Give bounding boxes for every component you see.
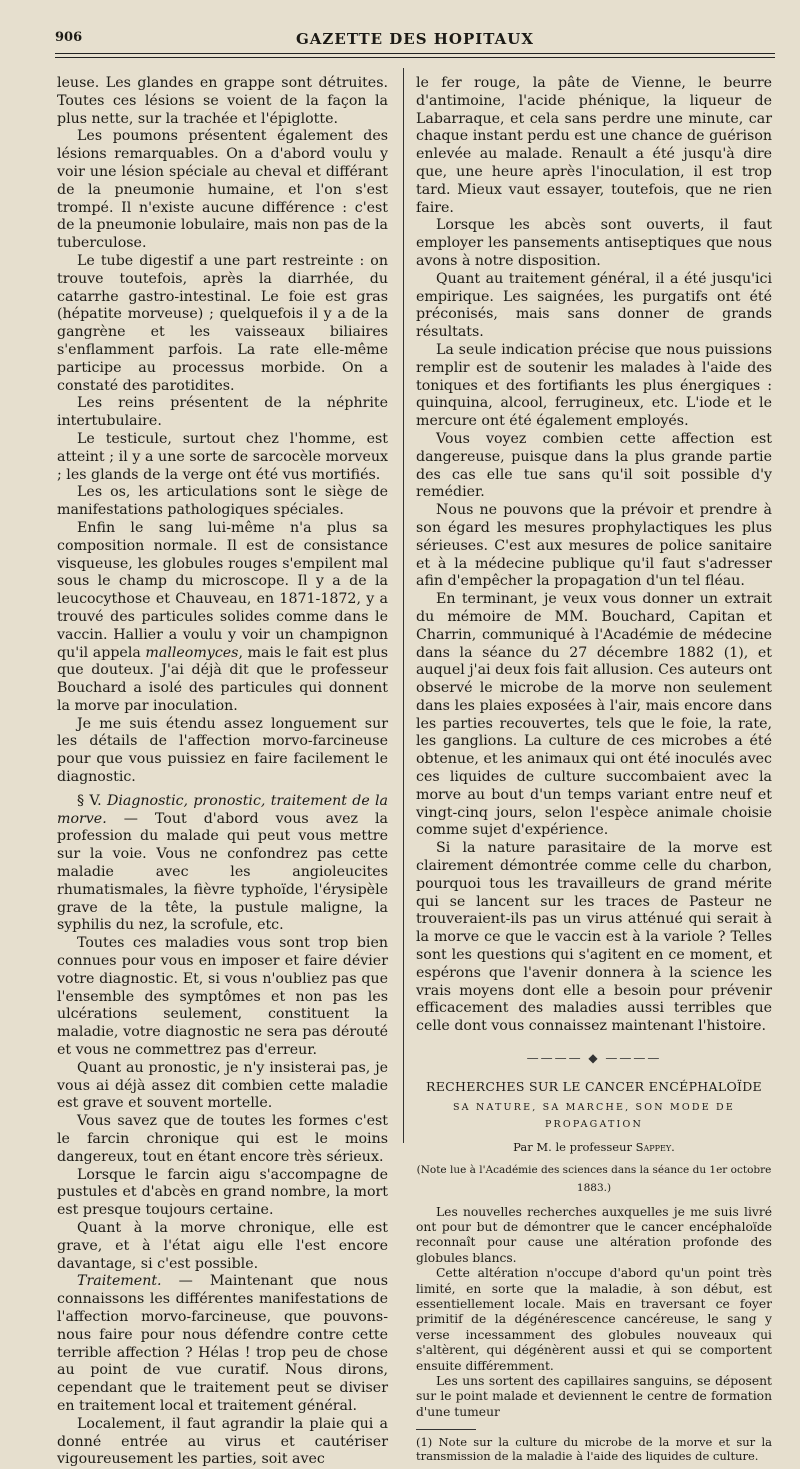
paragraph xyxy=(57,520,388,716)
paragraph: Vous savez que de toutes les formes c'est le farcin chronique qui est le moins dangereux, tout en étant encore très sérieux. xyxy=(57,1113,388,1165)
column-divider xyxy=(403,68,404,1143)
subsection-label: Traitement. xyxy=(77,1273,162,1290)
paragraph: Quant à la morve chronique, elle est grave, et à l'état aigu elle l'est encore davantage, si c'est possible. xyxy=(57,1220,388,1272)
article-note: (Note lue à l'Académie des sciences dans la séance du 1er octobre 1883.) xyxy=(416,1164,772,1194)
paragraph: La seule indication précise que nous puissions remplir est de soutenir les malades à l'aide des toniques et des fortifiants les plus énergiques : quinquina, alcool, ferrugineux, etc. L'iode et le mercure ont été également employés. xyxy=(416,341,772,430)
paragraph: Le tube digestif a une part restreinte : on trouve toutefois, après la diarrhée, du catarrhe gastro-intestinal. Le foie est gras (hépatite morveuse) ; quelquefois il y a de la gangrène et les vaisseaux biliaires s'enflamment parfois. La rate elle-même participe au processus morbide. On a constaté des parotidites. xyxy=(57,252,388,394)
paragraph: Nous ne pouvons que la prévoir et prendre à son égard les mesures prophylactiques les plus sérieuses. C'est aux mesures de police sanitaire et à la médecine publique qu'il faut s'adresser afin d'empêcher la propagation d'un tel fléau. xyxy=(416,502,772,590)
text-run: — Maintenant que nous connaissons les différentes manifestations de l'affection morvo-farcineuse, que pouvons-nous faire pour nous défendre contre cette terrible affection ? Hélas ! trop peu de chose au point de vue curatif. Nous dirons, cependant que le traitement peut se diviser en traitement local et traitement général. xyxy=(57,1273,388,1414)
article-author xyxy=(416,1139,772,1157)
right-column xyxy=(416,75,772,1463)
section-label: § V. xyxy=(77,792,107,809)
text-run: Enfin le sang lui-même n'a plus sa composition normale. Il est de consistance visqueuse, les globules rouges s'empilent mal sous le champ du microscope. Il y a de la leucocythose et Chauveau, en 1871-1872, y a trouvé des particules solides comme dans le vaccin. Hallier a voulu y voir un champignon qu'il appela xyxy=(57,519,388,661)
paragraph: Lorsque le farcin aigu s'accompagne de pustules et d'abcès en grand nombre, la mort est presque toujours certaine. xyxy=(57,1166,388,1219)
paragraph: Quant au pronostic, je n'y insisterai pas, je vous ai déjà assez dit combien cette maladie est grave et souvent mortelle. xyxy=(57,1059,388,1112)
paragraph: En terminant, je veux vous donner un extrait du mémoire de MM. Bouchard, Capitan et Charrin, communiqué à l'Académie de médecine dans la séance du 27 décembre 1882 (1), et auquel j'ai deux fois fait allusion. Ces auteurs ont observé le microbe de la morve non seulement dans les plaies exposées à l'air, mais encore dans les parties recouvertes, tels que le foie, la rate, les ganglions. La culture de ces microbes a été obtenue, et les animaux qui ont été inoculés avec ces liquides de culture succombaient avec la morve au bout d'un temps variant entre neuf et vingt-cinq jours, selon l'espèce animale choisie comme sujet d'expérience. xyxy=(416,591,772,839)
section-ornament: ———— ◆ ———— xyxy=(526,1051,662,1066)
paragraph: Quant au traitement général, il a été jusqu'ici empirique. Les saignées, les purgatifs ont été préconisés, mais sans donner de grands résultats. xyxy=(416,270,772,341)
paragraph: Les poumons présentent également des lésions remarquables. On a d'abord voulu y voir une lésion spéciale au cheval et différant de la pneumonie humaine, et l'on s'est trompé. Il n'existe aucune différence : c'est de la pneumonie lobulaire, mais non pas de la tuberculose. xyxy=(57,128,388,252)
article-subtitle: SA NATURE, SA MARCHE, SON MODE DE PROPAGATION xyxy=(452,1101,736,1131)
author-prefix: Par M. le professeur xyxy=(513,1140,636,1155)
paragraph: Les reins présentent de la néphrite intertubulaire. xyxy=(57,395,388,430)
article-title: RECHERCHES SUR LE CANCER ENCÉPHALOÏDE xyxy=(426,1078,762,1094)
paragraph: Vous voyez combien cette affection est dangereuse, puisque dans la plus grande partie des cas elle tue sans qu'il soit possible d'y remédier. xyxy=(416,430,772,501)
header-rule-top xyxy=(55,53,775,54)
paragraph: Si la nature parasitaire de la morve est clairement démontrée comme celle du charbon, pourquoi tous les travailleurs de grand mérite qui se lancent sur les traces de Pasteur ne trouveraient-ils pas un virus atténué qui serait à la morve ce que le vaccin est à la variole ? Telles sont les questions qui s'agitent en ce moment, et espérons que l'avenir donnera à la science les vrais moyens dont elle a besoin pour prévenir efficacement des maladies aussi terribles que celle dont vous connaissez maintenant l'histoire. xyxy=(416,840,772,1035)
text-run: — Tout d'abord vous avez la profession du malade qui peut vous mettre sur la voie. Vous ne confondrez pas cette maladie avec les angioleucites rhumatismales, la fièvre typhoïde, l'érysipèle grave de la tête, la pustule maligne, la syphilis du nez, la scrofule, etc. xyxy=(57,810,388,934)
header-rule-bottom xyxy=(55,57,775,58)
section-title: Diagnostic, pronostic, traitement de la morve. xyxy=(57,792,389,827)
paragraph: Toutes ces maladies vous sont trop bien connues pour vous en imposer et faire dévier votre diagnostic. Et, si vous n'oubliez pas que l'ensemble des symptômes et non pas les ulcérations seulement, constituent la maladie, votre diagnostic ne sera pas dérouté et vous ne commettrez pas d'erreur. xyxy=(57,935,388,1059)
paragraph: Localement, il faut agrandir la plaie qui a donné entrée au virus et cautériser vigoureusement les parties, soit avec xyxy=(57,1415,388,1468)
article-paragraph: Les nouvelles recherches auxquelles je me suis livré ont pour but de démontrer que le cancer encéphaloïde reconnaît pour cause une altération profonde des globules blancs. xyxy=(416,1204,772,1265)
page-number: 906 xyxy=(55,30,83,45)
text-run: , mais le fait est plus que douteux. J'ai déjà dit que le professeur Bouchard a isolé des particules qui donnent la morve par inoculation. xyxy=(57,644,388,714)
paragraph: leuse. Les glandes en grappe sont détruites. Toutes ces lésions se voient de la façon la plus nette, sur la trachée et l'épiglotte. xyxy=(57,75,388,127)
article-paragraph: Cette altération n'occupe d'abord qu'un point très limité, en sorte que la maladie, à son début, est essentiellement locale. Mais en traversant ce foyer primitif de la dégénérescence cancéreuse, le sang y verse incessamment des globules nouveaux qui s'altèrent, qui dégénèrent aussi et qui se comportent ensuite différemment. xyxy=(416,1266,772,1373)
italic-term: malleomyces xyxy=(145,644,239,661)
left-column xyxy=(57,75,388,1469)
paragraph: le fer rouge, la pâte de Vienne, le beurre d'antimoine, l'acide phénique, la liqueur de Labarraque, et cela sans perdre une minute, car chaque instant perdu est une chance de guérison enlevée au malade. Renault a été jusqu'à dire que, une heure après l'inoculation, il est trop tard. Mieux vaut essayer, toutefois, que ne rien faire. xyxy=(416,75,772,216)
paragraph: Lorsque les abcès sont ouverts, il faut employer les pansements antiseptiques que nous avons à notre disposition. xyxy=(416,217,772,269)
paragraph: Les os, les articulations sont le siège de manifestations pathologiques spéciales. xyxy=(57,484,388,519)
paragraph xyxy=(57,1273,388,1415)
footnote-rule xyxy=(416,1429,476,1430)
page-header xyxy=(55,30,775,52)
author-name: Sappey. xyxy=(635,1140,675,1155)
paragraph: Le testicule, surtout chez l'homme, est atteint ; il y a une sorte de sarcocèle morveux ; les glands de la verge ont été vus mortifiés. xyxy=(57,430,388,483)
section-paragraph xyxy=(57,793,388,935)
footnote: (1) Note sur la culture du microbe de la morve et sur la transmission de la maladie à l'aide des liquides de culture. xyxy=(416,1435,772,1464)
article-paragraph: Les uns sortent des capillaires sanguins, se déposent sur le point malade et deviennent le centre de formation d'une tumeur xyxy=(416,1374,772,1419)
paragraph: Je me suis étendu assez longuement sur les détails de l'affection morvo-farcineuse pour que vous puissiez en faire facilement le diagnostic. xyxy=(57,715,388,786)
journal-title: GAZETTE DES HOPITAUX xyxy=(295,30,534,48)
